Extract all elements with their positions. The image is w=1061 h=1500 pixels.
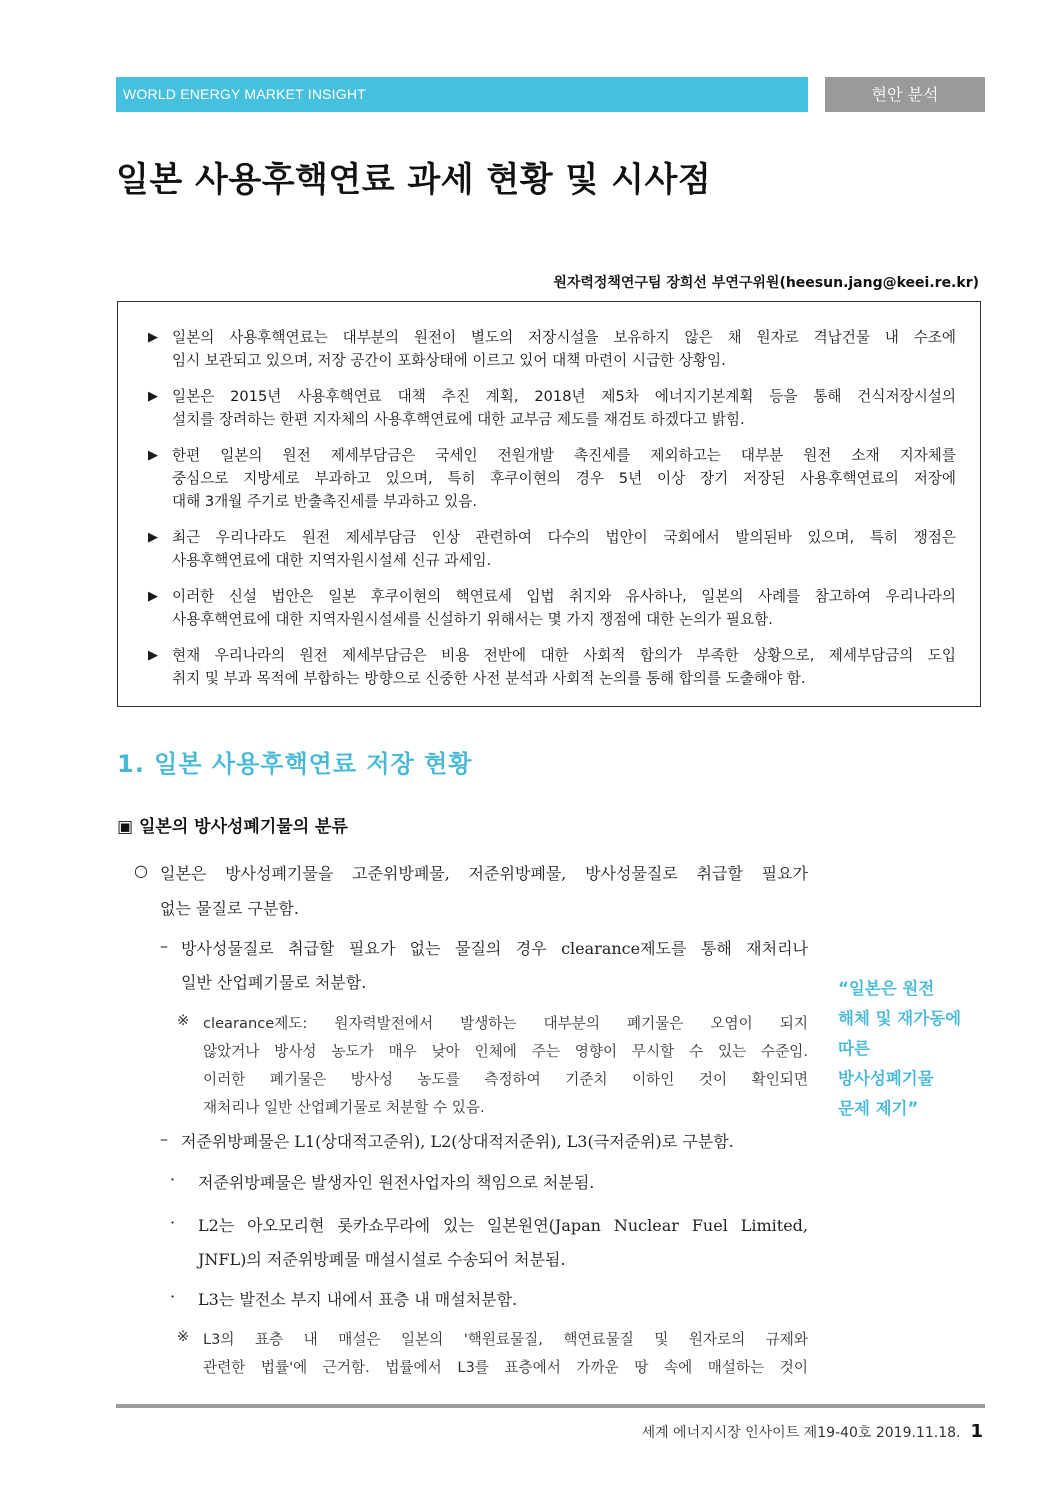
note-line: L3의 표층 내 매설은 일본의 '핵원료물질, 핵연료물질 및 원자로의 규제와 [203, 1331, 808, 1348]
pull-quote-line: 문제 제기” [838, 1099, 919, 1118]
footer-divider [116, 1404, 985, 1408]
page-footer [642, 1421, 983, 1442]
dot-bullet-icon: · [170, 1287, 176, 1306]
triangle-bullet-icon: ▶ [148, 589, 158, 604]
triangle-bullet-icon: ▶ [148, 648, 158, 663]
dot-bullet-icon: · [170, 1213, 176, 1232]
pull-quote-line: 따른 [838, 1039, 870, 1058]
paragraph-line: 저준위방폐물은 발생자인 원전사업자의 책임으로 처분됨. [198, 1173, 595, 1192]
summary-line: 일본은 2015년 사용후핵연료 대책 추진 계획, 2018년 제5차 에너지기본계획 등을 통해 건식저장시설의 [172, 388, 956, 405]
summary-line: 임시 보관되고 있으며, 저장 공간이 포화상태에 이르고 있어 대책 마련이 시급한 상황임. [172, 352, 726, 369]
summary-item [148, 326, 956, 372]
summary-box [117, 301, 981, 707]
paragraph-line: 없는 물질로 구분함. [160, 899, 299, 918]
note-line: clearance제도: 원자력발전에서 발생하는 대부분의 폐기물은 오염이 되지 [203, 1015, 808, 1032]
summary-line: 일본의 사용후핵연료는 대부분의 원전이 별도의 저장시설을 보유하지 않은 채 원자로 격납건물 내 수조에 [172, 329, 956, 346]
summary-item [148, 444, 956, 513]
author-byline: 원자력정책연구팀 장희선 부연구위원(heesun.jang@keei.re.kr) [553, 275, 979, 291]
triangle-bullet-icon: ▶ [148, 389, 158, 404]
dash-bullet-icon: – [160, 1129, 168, 1148]
paragraph-line: 일본은 방사성폐기물을 고준위방폐물, 저준위방폐물, 방사성물질로 취급할 필요가 [160, 864, 808, 883]
subsection-heading: ▣ 일본의 방사성폐기물의 분류 [117, 817, 348, 837]
category-tag [825, 77, 985, 112]
summary-line: 설치를 장려하는 한편 지자체의 사용후핵연료에 대한 교부금 제도를 재검토 하겠다고 밝힘. [172, 411, 745, 428]
note-line: 재처리나 일반 산업폐기물로 처분할 수 있음. [203, 1099, 485, 1116]
pull-quote-line: “일본은 원전 [838, 979, 935, 998]
document-title: 일본 사용후핵연료 과세 현황 및 시사점 [116, 160, 712, 200]
reference-mark-icon: ※ [177, 1012, 190, 1029]
note-line: 관련한 법률'에 근거함. 법률에서 L3를 표층에서 가까운 땅 속에 매설하는 것이 [203, 1359, 808, 1376]
category-label: 현안 분석 [871, 85, 939, 104]
pull-quote-line: 해체 및 재가동에 [838, 1009, 962, 1028]
summary-line: 이러한 신설 법안은 일본 후쿠이현의 핵연료세 입법 취지와 유사하나, 일본의 사례를 참고하여 우리나라의 [172, 588, 956, 605]
summary-line: 한편 일본의 원전 제세부담금은 국세인 전원개발 촉진세를 제외하고는 대부분 원전 소재 지자체를 [172, 447, 956, 464]
footer-issue-info: 세계 에너지시장 인사이트 제19-40호 2019.11.18. [641, 1425, 961, 1441]
summary-item [148, 644, 956, 690]
summary-line: 대해 3개월 주기로 반출촉진세를 부과하고 있음. [172, 493, 477, 510]
reference-mark-icon: ※ [177, 1328, 190, 1345]
pull-quote [838, 974, 998, 1124]
summary-item [148, 585, 956, 631]
paragraph-line: L2는 아오모리현 롯카쇼무라에 있는 일본원연(Japan Nuclear Fuel Limited, [198, 1216, 808, 1235]
page-number: 1 [970, 1421, 983, 1442]
summary-line: 사용후핵연료에 대한 지역자원시설세를 신설하기 위해서는 몇 가지 쟁점에 대한 논의가 필요함. [172, 611, 773, 628]
section-heading: 1. 일본 사용후핵연료 저장 현황 [117, 750, 473, 778]
paragraph-line: 방사성물질로 취급할 필요가 없는 물질의 경우 clearance제도를 통해 재처리나 [181, 939, 808, 958]
triangle-bullet-icon: ▶ [148, 448, 158, 463]
summary-item [148, 526, 956, 572]
paragraph-line: 저준위방폐물은 L1(상대적고준위), L2(상대적저준위), L3(극저준위)로 구분함. [181, 1132, 734, 1151]
summary-line: 최근 우리나라도 원전 제세부담금 인상 관련하여 다수의 법안이 국회에서 발의된바 있으며, 특히 쟁점은 [172, 529, 956, 546]
note-line: 이러한 폐기물은 방사성 농도를 측정하여 기준치 이하인 것이 확인되면 [203, 1071, 808, 1088]
summary-item [148, 385, 956, 431]
summary-line: 현재 우리나라의 원전 제세부담금은 비용 전반에 대한 사회적 합의가 부족한 상황으로, 제세부담금의 도입 [172, 647, 956, 664]
paragraph-line: 일반 산업폐기물로 처분함. [181, 973, 367, 992]
publication-name: WORLD ENERGY MARKET INSIGHT [123, 86, 366, 102]
paragraph-line: JNFL)의 저준위방폐물 매설시설로 수송되어 처분됨. [198, 1250, 566, 1269]
summary-line: 중심으로 지방세로 부과하고 있으며, 특히 후쿠이현의 경우 5년 이상 장기 저장된 사용후핵연료의 저장에 [172, 470, 956, 487]
triangle-bullet-icon: ▶ [148, 530, 158, 545]
paragraph-line: L3는 발전소 부지 내에서 표층 내 매설처분함. [198, 1290, 518, 1309]
pull-quote-line: 방사성폐기물 [838, 1069, 934, 1088]
summary-line: 사용후핵연료에 대한 지역자원시설세 신규 과세임. [172, 552, 492, 569]
circle-bullet-icon: ○ [134, 861, 148, 880]
dot-bullet-icon: · [170, 1170, 176, 1189]
publication-banner [116, 77, 808, 112]
triangle-bullet-icon: ▶ [148, 330, 158, 345]
dash-bullet-icon: – [160, 936, 168, 955]
note-line: 않았거나 방사성 농도가 매우 낮아 인체에 주는 영향이 무시할 수 있는 수준임. [203, 1043, 808, 1060]
summary-line: 취지 및 부과 목적에 부합하는 방향으로 신중한 사전 분석과 사회적 논의를 통해 합의를 도출해야 함. [172, 670, 806, 687]
